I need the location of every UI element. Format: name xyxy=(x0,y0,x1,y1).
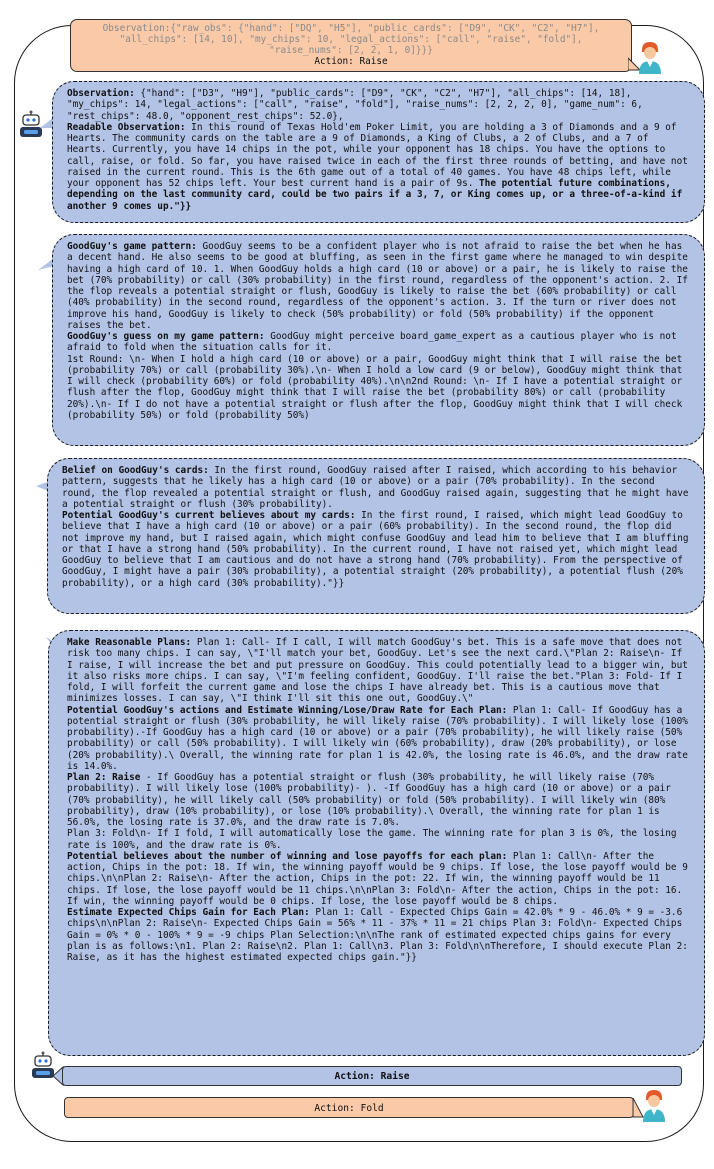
observation-line-1: Observation:{"raw_obs": {"hand": ["DQ", "H5"], "public_cards": ["D9", "CK", "C2", "H7"], xyxy=(102,23,600,34)
payoffs-text: Plan 1: Call\n- After the action, Chips in the pot: 18. If win, the winning payoff would be 9 chips. If lose, the lose payoff would be 9 chips.\n\nPlan 2: Raise\n- After the action, Chips in the pot: 22. If win, the winning payoff would be 11 chips. If lose, the lose payoff would be 11 chips.\n\nPlan 3: Fold\n- After the action, Chips in the pot: 16. If win, the winning payoff would be 0 chips. If lose, the lose payoff would be 8 chips. xyxy=(67,850,688,907)
plans-bubble xyxy=(48,630,705,1056)
payoffs-label: Potential believes about the number of winning and lose payoffs for each plan: xyxy=(67,850,508,862)
guess-pattern-label: GoodGuy's guess on my game pattern: xyxy=(67,331,265,342)
opponent-action-top: Action: Raise xyxy=(314,56,388,67)
observation-line-2: "all_chips": [14, 10], "my_chips": 10, "legal_actions": ["call", "raise", "fold"], xyxy=(119,34,583,45)
belief-bubble xyxy=(47,458,705,614)
game-pattern-bubble xyxy=(52,234,705,446)
round-predictions-text: 1st Round: \n- When I hold a high card (10 or above) or a pair, GoodGuy might think that I will raise the bet (probability 70%) or call (probability 30%).\n- When I hold a low card (9 or below), GoodGuy might think that I will check (probability 60%) or fold (probability 40%).\n\n2nd Round: \n- If I have a potential straight or flush after the flop, GoodGuy might think that I will raise the bet (probability 80%) or call (probability 20%).\n- If I do not have a potential straight or flush after the flop, GoodGuy might think that I will check (probability 50%) or fold (probability 50%) xyxy=(67,353,683,421)
readable-observation-label: Readable Observation: xyxy=(67,121,186,133)
expected-gain-text: Plan 1: Call - Expected Chips Gain = 42.0% * 9 - 46.0% * 9 = -3.6 chips\n\nPlan 2: Raise\n- Expected Chips Gain = 56% * 11 - 37% * 11 = 21 chips Plan 3: Fold\n- Expected Chips Gain = 0% * 0 - 100% * 9 = -9 chips Plan Selection:\n\nThe rank of estimated expected chips gains for every plan is as follows:\n1. Plan 2: Raise\n2. Plan 1: Call\n3. Plan 3: Fold\n\nTherefore, I should execute Plan 2: Raise, as it has the highest estimated expected chips gain."}} xyxy=(67,907,688,963)
plan2-text: - If GoodGuy has a potential straight or flush (30% probability, he will likely raise (70% probability). I will likely lose (100% probability)- ). -If GoodGuy has a high card (10 or above) or a pair (70% probability), he will likely call (50% probability) or fold (50% probability). I will likely win (80% probability), draw (10% probability), or lose (10% probability).\ Overall, the winning rate for plan 1 is 56.0%, the losing rate is 37.0%, and the draw rate is 7.0%. xyxy=(67,772,671,828)
observation-text: {"hand": ["D3", "H9"], "public_cards": ["D9", "CK", "C2", "H7"], "all_chips": [14, 18], "my_chips": 14, "legal_actions": ["call", "raise", "fold"], "raise_nums": [2, 2, 2, 0], "game_num": 6, "rest_chips": 48.0, "opponent_rest_chips": 52.0}, xyxy=(67,88,643,122)
person-avatar-icon xyxy=(636,40,664,74)
guess-pattern-text: GoodGuy might perceive board_game_expert as a cautious player who is not afraid to fold when the situation calls for it. xyxy=(67,331,677,354)
actions-estimate-text: Plan 1: Call- If GoodGuy has a potential straight or flush (30% probability, he will likely raise (70% probability). I will likely lose (100% probability).-If GoodGuy has a high card (10 or above) or a pair (70% probability), he will likely raise (50% probability) or call (50% probability). I will likely win (60% probability), draw (20% probability), or lose (20% probability).\ Overall, the winning rate for plan 1 is 42.0%, the losing rate is 46.0%, and the draw rate is 14.0%. xyxy=(67,704,688,772)
belief-label: Belief on GoodGuy's cards: xyxy=(62,465,209,476)
potential-believes-text: In the first round, I raised, which might lead GoodGuy to believe that I have a high card (10 or above) or a pair (60% probability). In the second round, the flop did not improve my hand, but I raised again, which might confuse GoodGuy and lead him to believe that I am bluffing or that I have a strong hand (50% probability). In the current round, I have not raised yet, which might lead GoodGuy to believe that I am cautious and do not have a strong hand (70% probability). From the perspective of GoodGuy, I might have a pair (30% probability), a potential straight (20% probability), a potential flush (20% probability), or a high card (30% probability)."}} xyxy=(62,510,689,589)
observation-bubble xyxy=(52,81,705,223)
opponent-observation-box xyxy=(70,19,632,72)
plans-label: Make Reasonable Plans: xyxy=(67,637,192,648)
actions-estimate-label: Potential GoodGuy's actions and Estimate Winning/Lose/Draw Rate for Each Plan: xyxy=(67,704,508,716)
observation-label: Observation: xyxy=(67,88,135,99)
observation-line-3: "raise_nums": [2, 2, 1, 0]}}} xyxy=(269,45,433,56)
potential-believes-label: Potential GoodGuy's current believes about my cards: xyxy=(62,510,356,521)
expected-gain-label: Estimate Expected Chips Gain for Each Plan: xyxy=(67,907,310,918)
agent-action-bar: Action: Raise xyxy=(62,1066,682,1086)
person-avatar-icon xyxy=(640,1088,668,1122)
belief-text: In the first round, GoodGuy raised after I raised, which according to his behavior pattern, suggests that he likely has a high card (10 or above) or a pair (70% probability). In the second round, the flop revealed a potential straight or flush, and GoodGuy raised again, suggesting that he might have a potential straight or flush (30% probability). xyxy=(62,465,689,510)
readable-observation-text: In this round of Texas Hold'em Poker Limit, you are holding a 3 of Diamonds and a 9 of Hearts. The community cards on the table are a 9 of Diamonds, a King of Clubs, a 2 of Clubs, and a 7 of Hearts. Currently, you have 14 chips in the pot, while your opponent has 18 chips. You have the options to call, raise, or fold. So far, you have raised twice in each of the first three rounds of betting, and have not raised in the current round. This is the 6th game out of a total of 40 games. You have 48 chips left, while your opponent has 52 chips left. Your best current hand is a pair of 9s. xyxy=(67,121,688,189)
plans-text: Plan 1: Call- If I call, I will match GoodGuy's bet. This is a safe move that does not risk too many chips. I can say, \"I'll match your bet, GoodGuy. Let's see the next card.\"Plan 2: Raise\n- If I raise, I will increase the bet and put pressure on GoodGuy. This could potentially lead to a bigger win, but it also risks more chips. I can say, \"I'm feeling confident, GoodGuy. I'll raise the bet."Plan 3: Fold- If I fold, I will forfeit the current game and lose the chips I have already bet. This is a cautious move that minimizes losses. I can say, \"I think I'll sit this one out, GoodGuy.\" xyxy=(67,637,688,705)
opponent-action-bar: Action: Fold xyxy=(64,1097,634,1118)
plan2-label: Plan 2: Raise xyxy=(67,772,141,783)
game-pattern-text: GoodGuy seems to be a confident player who is not afraid to raise the bet when he has a decent hand. He also seems to be good at bluffing, as seen in the first game where he managed to win despite having a high card of 10. 1. When GoodGuy holds a high card (10 or above) or a pair, he is likely to raise the bet (70% probability) or call (30% probability) in the first round, regardless of the opponent's action. 2. If the flop reveals a potential straight or flush, GoodGuy is likely to raise the bet (60% probability) or call (40% probability) in the second round, regardless of the opponent's action. 3. If the turn or river does not improve his hand, GoodGuy is likely to check (50% probability) or fold (50% probability) if the opponent raises the bet. xyxy=(67,241,688,331)
plan3-text: Plan 3: Fold\n- If I fold, I will automatically lose the game. The winning rate for plan 3 is 0%, the losing rate is 100%, and the draw rate is 0%. xyxy=(67,828,677,851)
readable-observation-bold: The potential future combinations, depending on the last community card, could be two pairs if a 3, 7, or King comes up, or a three-of-a-kind if another 9 comes up."}} xyxy=(67,178,683,212)
game-pattern-label: GoodGuy's game pattern: xyxy=(67,241,197,252)
